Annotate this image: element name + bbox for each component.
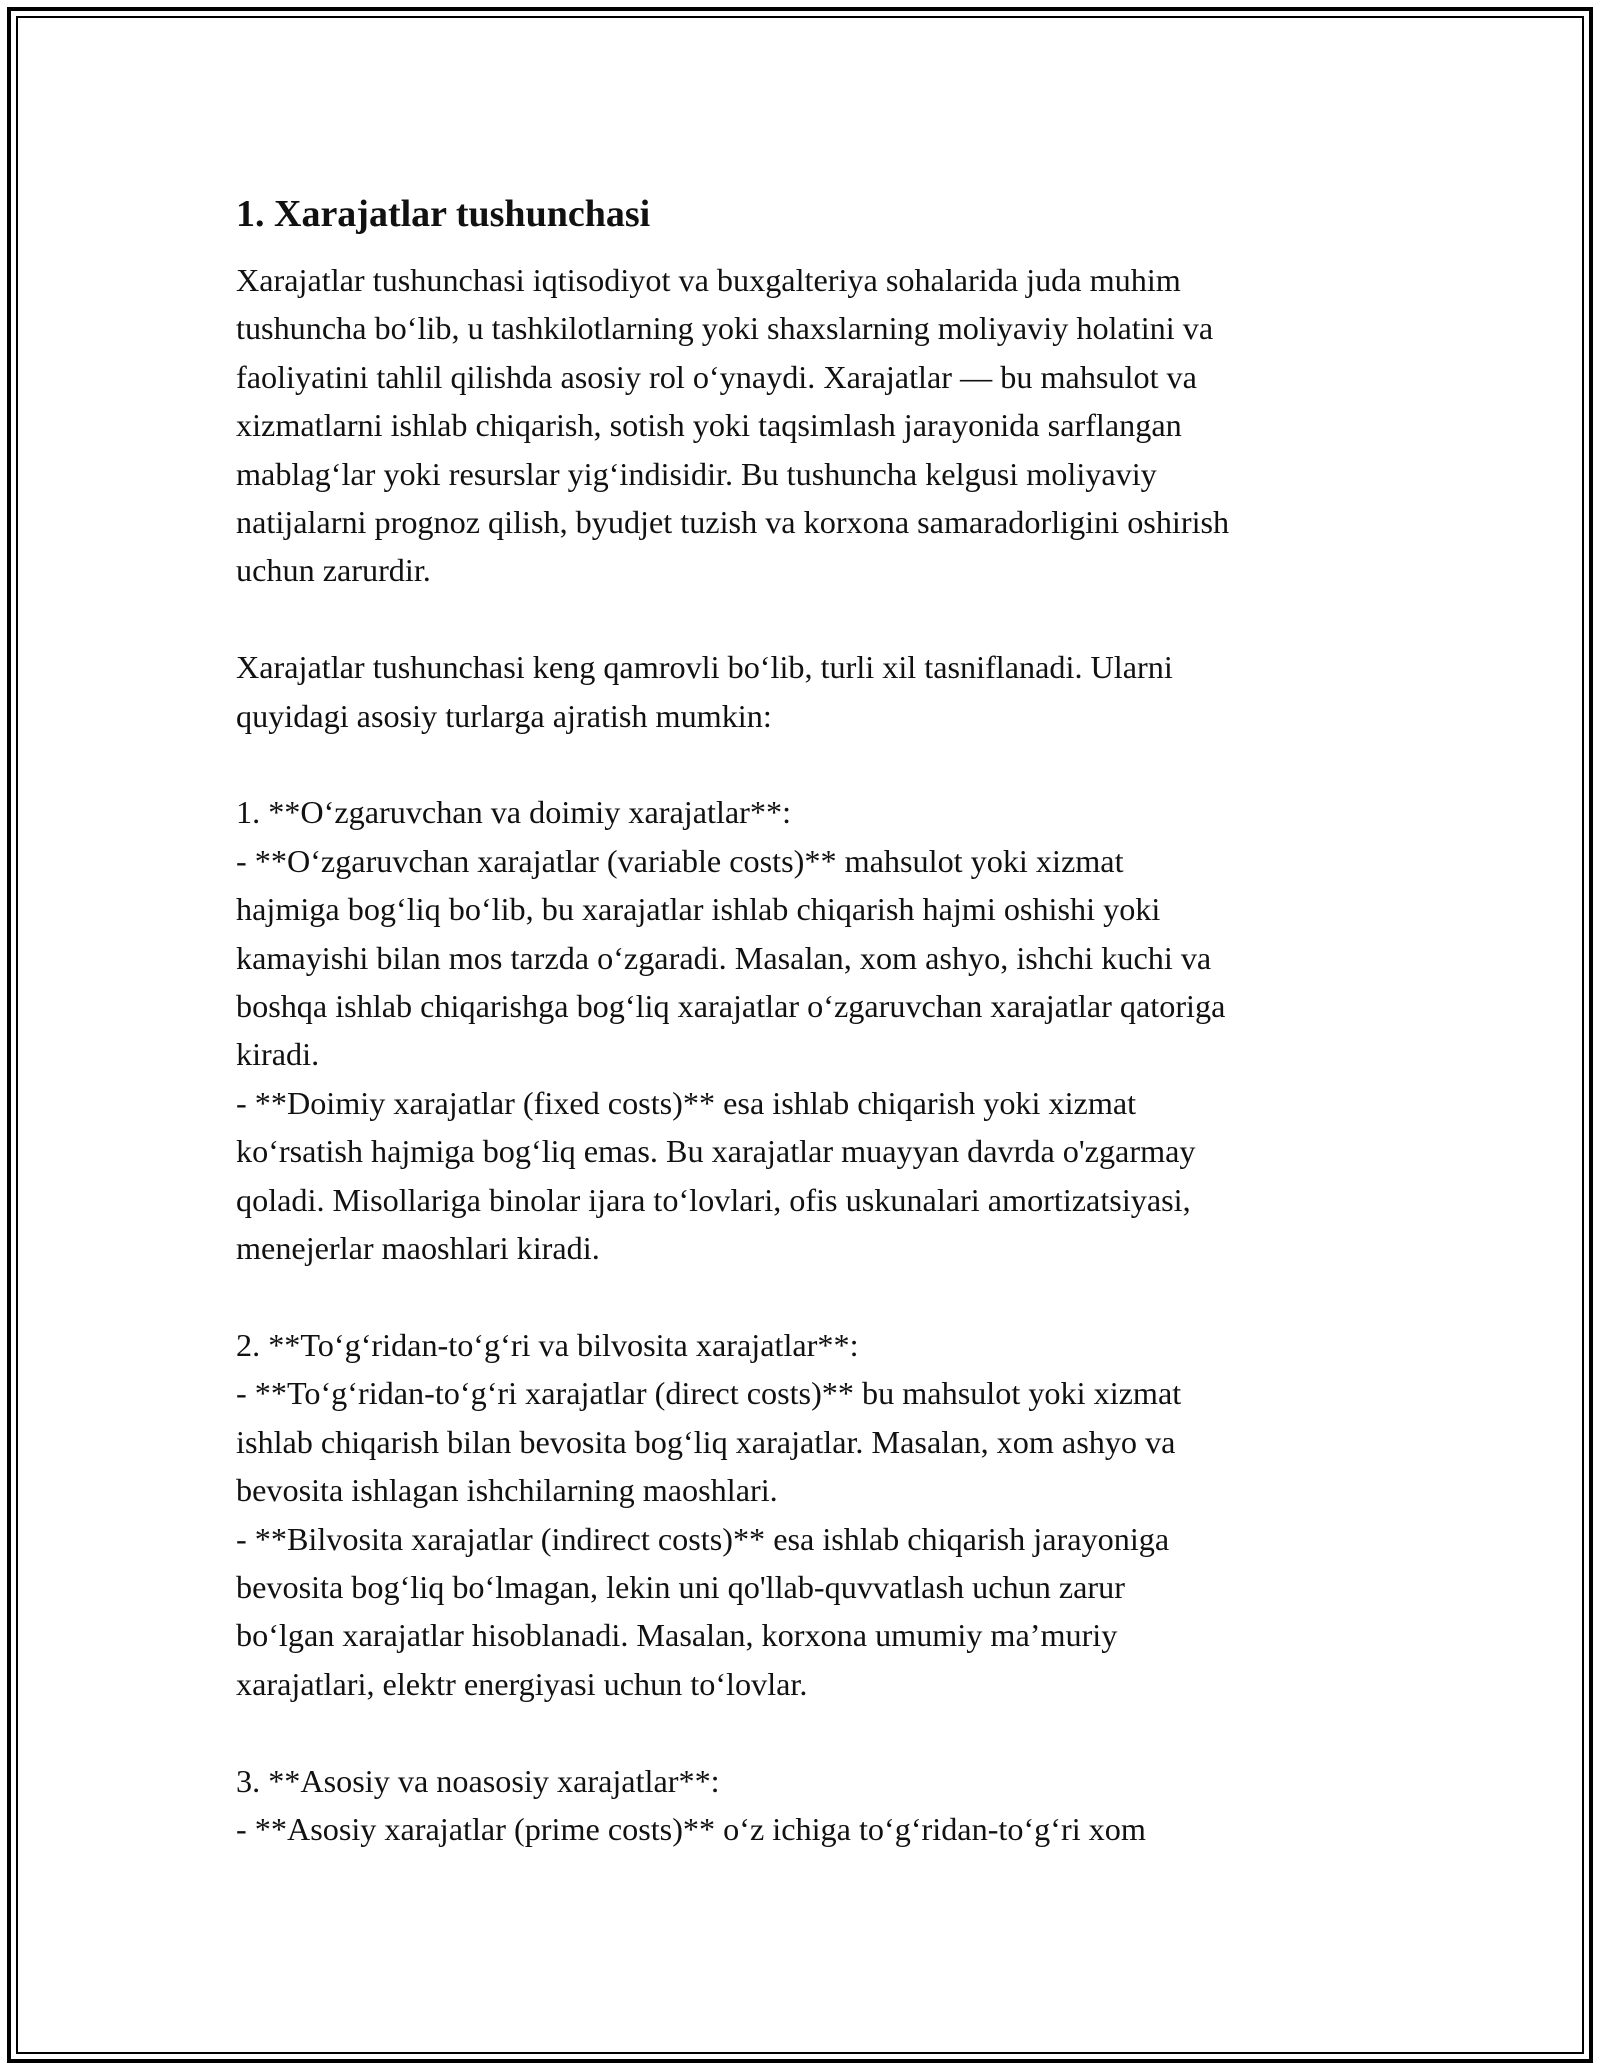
list-section-prime: 3. **Asosiy va noasosiy xarajatlar**: - **Asosiy xarajatlar (prime costs)** o‘z ichiga to‘g‘ridan-to‘g‘ri xom <box>236 1762 1146 1847</box>
intro-paragraph: Xarajatlar tushunchasi iqtisodiyot va buxgalteriya sohalarida juda muhim tushuncha bo‘lib, u tashkilotlarning yoki shaxslarning moliyaviy holatini va faoliyatini tahlil qilishda asosiy rol o‘ynaydi. Xarajatlar — bu mahsulot va xizmatlarni ishlab chiqarish, sotish yoki taqsimlash jarayonida sarflangan mablag‘lar yoki resurslar yig‘indisidir. Bu tushuncha kelgusi moliyaviy natijalarni prognoz qilish, byudjet tuzish va korxona samaradorligini oshirish uchun zarurdir. <box>236 262 1230 589</box>
list-section-direct-indirect: 2. **To‘g‘ridan-to‘g‘ri va bilvosita xarajatlar**: - **To‘g‘ridan-to‘g‘ri xarajatlar (direct costs)** bu mahsulot yoki xizmat ishlab chiqarish bilan bevosita bog‘liq xarajatlar. Masalan, xom ashyo va bevosita ishlagan ishchilarning maoshlari. - **Bilvosita xarajatlar (indirect costs)** esa ishlab chiqarish jarayoniga bevosita bog‘liq bo‘lmagan, lekin uni qo'llab-quvvatlash uchun zarur bo‘lgan xarajatlar hisoblanadi. Masalan, korxona umumiy ma’muriy xarajatlari, elektr energiyasi uchun to‘lovlar. <box>236 1326 1182 1702</box>
classification-paragraph: Xarajatlar tushunchasi keng qamrovli bo‘lib, turli xil tasniflanadi. Ularni quyidagi asosiy turlarga ajratish mumkin: <box>236 649 1173 734</box>
section-heading: 1. Xarajatlar tushunchasi <box>236 193 651 235</box>
paragraph-gap <box>236 1273 1376 1321</box>
document-body <box>236 186 1376 1853</box>
list-section-variable-fixed: 1. **O‘zgaruvchan va doimiy xarajatlar**: - **O‘zgaruvchan xarajatlar (variable costs)** mahsulot yoki xizmat hajmiga bog‘liq bo‘lib, bu xarajatlar ishlab chiqarish hajmi oshishi yoki kamayishi bilan mos tarzda o‘zgaradi. Masalan, xom ashyo, ishchi kuchi va boshqa ishlab chiqarishga bog‘liq xarajatlar o‘zgaruvchan xarajatlar qatoriga kiradi. - **Doimiy xarajatlar (fixed costs)** esa ishlab chiqarish yoki xizmat ko‘rsatish hajmiga bog‘liq emas. Bu xarajatlar muayyan davrda o'zgarmay qoladi. Misollariga binolar ijara to‘lovlari, ofis uskunalari amortizatsiyasi, menejerlar maoshlari kiradi. <box>236 794 1226 1267</box>
paragraph-gap <box>236 1708 1376 1756</box>
paragraph-gap <box>236 595 1376 643</box>
paragraph-gap <box>236 740 1376 788</box>
